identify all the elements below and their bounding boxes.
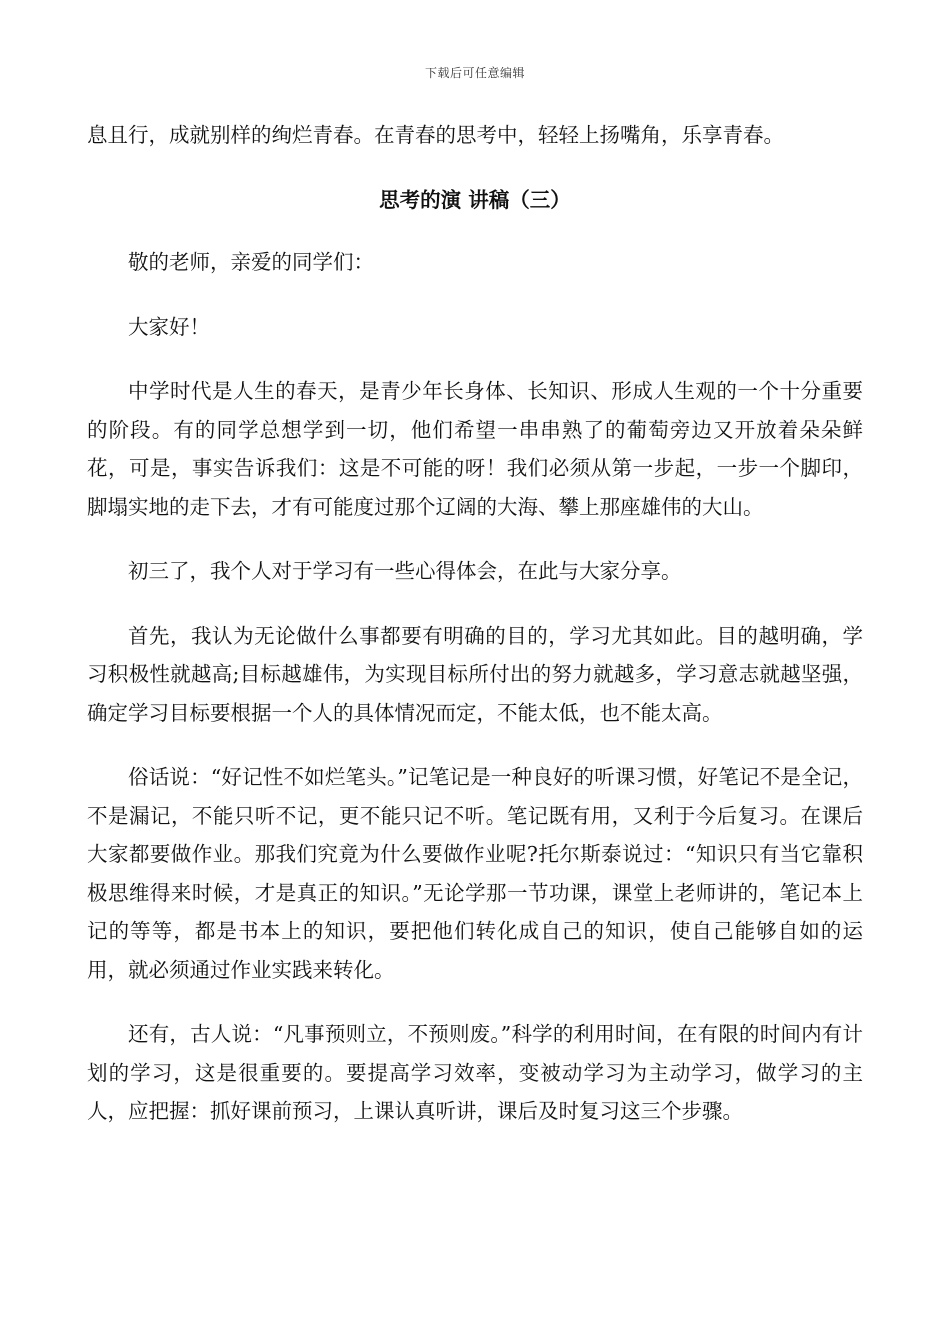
body-paragraph-4: 俗话说：“好记性不如烂笔头。”记笔记是一种良好的听课习惯，好笔记不是全记，不是漏记，不能只听不记，更不能只记不听。笔记既有用，又利于今后复习。在课后大家都要做作业。那我们究竟为什么要做作业呢?托尔斯泰说过：“知识只有当它靠积极思维得来时候，才是真正的知识。”无论学那一节功课，课堂上老师讲的，笔记本上记的等等，都是书本上的知识，要把他们转化成自己的知识，使自己能够自如的运用，就必须通过作业实践来转化。 xyxy=(87,765,863,982)
salutation: 敬的老师，亲爱的同学们： xyxy=(128,250,374,274)
lead-paragraph: 息且行，成就别样的绚烂青春。在青春的思考中，轻轻上扬嘴角，乐享青春。 xyxy=(87,123,784,147)
document-body xyxy=(87,116,863,1157)
page-header: 下载后可任意编辑 xyxy=(424,66,525,80)
body-paragraph-3: 首先，我认为无论做什么事都要有明确的目的，学习尤其如此。目的越明确，学习积极性就越高;目标越雄伟，为实现目标所付出的努力就越多，学习意志就越坚强，确定学习目标要根据一个人的具体情况而定，不能太低，也不能太高。 xyxy=(87,623,863,725)
body-paragraph-1: 中学时代是人生的春天，是青少年长身体、长知识、形成人生观的一个十分重要的阶段。有的同学总想学到一切，他们希望一串串熟了的葡萄旁边又开放着朵朵鲜花，可是，事实告诉我们：这是不可能的呀！我们必须从第一步起，一步一个脚印，脚塌实地的走下去，才有可能度过那个辽阔的大海、攀上那座雄伟的大山。 xyxy=(87,379,863,519)
greeting: 大家好！ xyxy=(128,314,210,339)
body-paragraph-5: 还有，古人说：“凡事预则立，不预则废。”科学的利用时间，在有限的时间内有计划的学习，这是很重要的。要提高学习效率，变被动学习为主动学习，做学习的主人，应把握：抓好课前预习，上课认真听讲，课后及时复习这三个步骤。 xyxy=(87,1022,863,1123)
body-paragraph-2: 初三了，我个人对于学习有一些心得体会，在此与大家分享。 xyxy=(128,559,682,583)
document-title: 思考的演 讲稿（三） xyxy=(379,187,571,212)
